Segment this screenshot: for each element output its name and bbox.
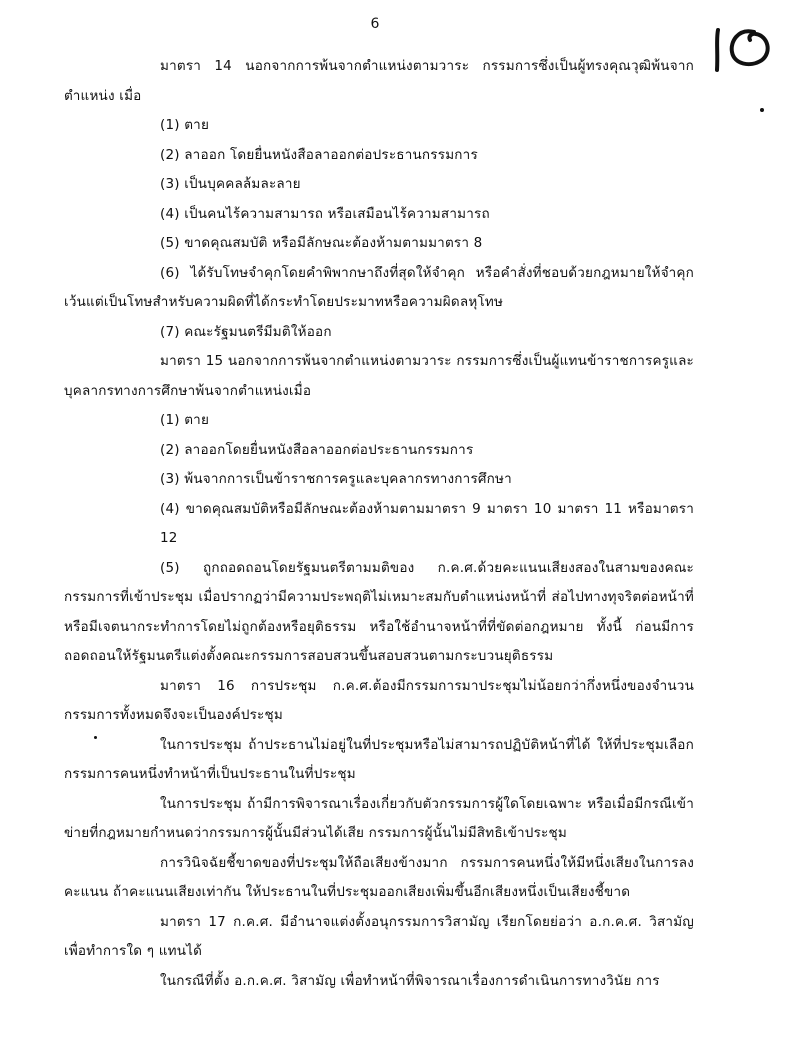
paragraph: ในกรณีที่ตั้ง อ.ก.ค.ศ. วิสามัญ เพื่อทำหน้าที่พิจารณาเรื่องการดำเนินการทางวินัย การ bbox=[160, 972, 660, 989]
page-number: 6 bbox=[370, 16, 380, 32]
list-item: (1) ตาย bbox=[160, 117, 210, 133]
paragraph: การวินิจฉัยชี้ขาดของที่ประชุมให้ถือเสียงข้างมาก กรรมการคนหนึ่งให้มีหนึ่งเสียงในการลงคะแนน ถ้าคะแนนเสียงเท่ากัน ให้ประธานในที่ประชุมออกเสียงเพิ่มขึ้นอีกเสียงหนึ่งเป็นเสียงชี้ขาด bbox=[64, 854, 694, 900]
section-16-intro: มาตรา 16 การประชุม ก.ค.ศ.ต้องมีกรรมการมาประชุมไม่น้อยกว่ากึ่งหนึ่งของจำนวนกรรมการทั้งหมดจึงจะเป็นองค์ประชุม bbox=[64, 677, 694, 723]
handwritten-number-drawing bbox=[708, 18, 778, 78]
section-14-intro: มาตรา 14 นอกจากการพ้นจากตำแหน่งตามวาระ กรรมการซึ่งเป็นผู้ทรงคุณวุฒิพ้นจากตำแหน่ง เมื่อ bbox=[64, 58, 694, 104]
paragraph: ในการประชุม ถ้าประธานไม่อยู่ในที่ประชุมหรือไม่สามารถปฏิบัติหน้าที่ได้ ให้ที่ประชุมเลือกกรรมการคนหนึ่งทำหน้าที่เป็นประธานในที่ประชุม bbox=[64, 736, 694, 782]
paragraph: ในการประชุม ถ้ามีการพิจารณาเรื่องเกี่ยวกับตัวกรรมการผู้ใดโดยเฉพาะ หรือเมื่อมีกรณีเข้าข่ายที่กฎหมายกำหนดว่ากรรมการผู้นั้นมีส่วนได้เสีย กรรมการผู้นั้นไม่มีสิทธิเข้าประชุม bbox=[64, 795, 694, 841]
list-item: (5) ขาดคุณสมบัติ หรือมีลักษณะต้องห้ามตามมาตรา 8 bbox=[160, 235, 483, 251]
list-item-long: (5) ถูกถอดถอนโดยรัฐมนตรีตามมติของ ก.ค.ศ.ด้วยคะแนนเสียงสองในสามของคณะกรรมการที่เข้าประชุม เมื่อปรากฏว่ามีความประพฤติไม่เหมาะสมกับตำแหน่งหน้าที่ ส่อไปทางทุจริตต่อหน้าที่ หรือมีเจตนากระทำการโดยไม่ถูกต้องหรือยุติธรรม หรือใช้อำนาจหน้าที่ที่ขัดต่อกฎหมาย ทั้งนี้ ก่อนมีการถอดถอนให้รัฐมนตรีแต่งตั้งคณะกรรมการสอบสวนขึ้นสอบสวนตามกระบวนยุติธรรม bbox=[64, 559, 694, 664]
handwritten-page-mark bbox=[708, 18, 778, 78]
list-item: (2) ลาออก โดยยื่นหนังสือลาออกต่อประธานกรรมการ bbox=[160, 146, 478, 163]
list-item: (3) เป็นบุคคลล้มละลาย bbox=[160, 176, 301, 192]
list-item: (4) เป็นคนไร้ความสามารถ หรือเสมือนไร้ความสามารถ bbox=[160, 205, 490, 222]
list-item: (1) ตาย bbox=[160, 412, 210, 428]
scan-speck bbox=[760, 108, 764, 112]
list-item: (4) ขาดคุณสมบัติหรือมีลักษณะต้องห้ามตามมาตรา 9 มาตรา 10 มาตรา 11 หรือมาตรา 12 bbox=[160, 500, 694, 546]
section-15-intro: มาตรา 15 นอกจากการพ้นจากตำแหน่งตามวาระ กรรมการซึ่งเป็นผู้แทนข้าราชการครูและบุคลากรทางการศึกษาพ้นจากตำแหน่งเมื่อ bbox=[64, 353, 694, 399]
list-item: (2) ลาออกโดยยื่นหนังสือลาออกต่อประธานกรรมการ bbox=[160, 441, 474, 458]
document-body bbox=[64, 52, 694, 996]
list-item-long: (6) ได้รับโทษจำคุกโดยคำพิพากษาถึงที่สุดให้จำคุก หรือคำสั่งที่ชอบด้วยกฎหมายให้จำคุก เว้นแต่เป็นโทษสำหรับความผิดที่ได้กระทำโดยประมาทหรือความผิดลหุโทษ bbox=[64, 264, 694, 310]
list-item: (3) พ้นจากการเป็นข้าราชการครูและบุคลากรทางการศึกษา bbox=[160, 471, 512, 487]
section-17-intro: มาตรา 17 ก.ค.ศ. มีอำนาจแต่งตั้งอนุกรรมการวิสามัญ เรียกโดยย่อว่า อ.ก.ค.ศ. วิสามัญเพื่อทำการใด ๆ แทนได้ bbox=[64, 913, 694, 959]
list-item: (7) คณะรัฐมนตรีมีมติให้ออก bbox=[160, 323, 332, 340]
